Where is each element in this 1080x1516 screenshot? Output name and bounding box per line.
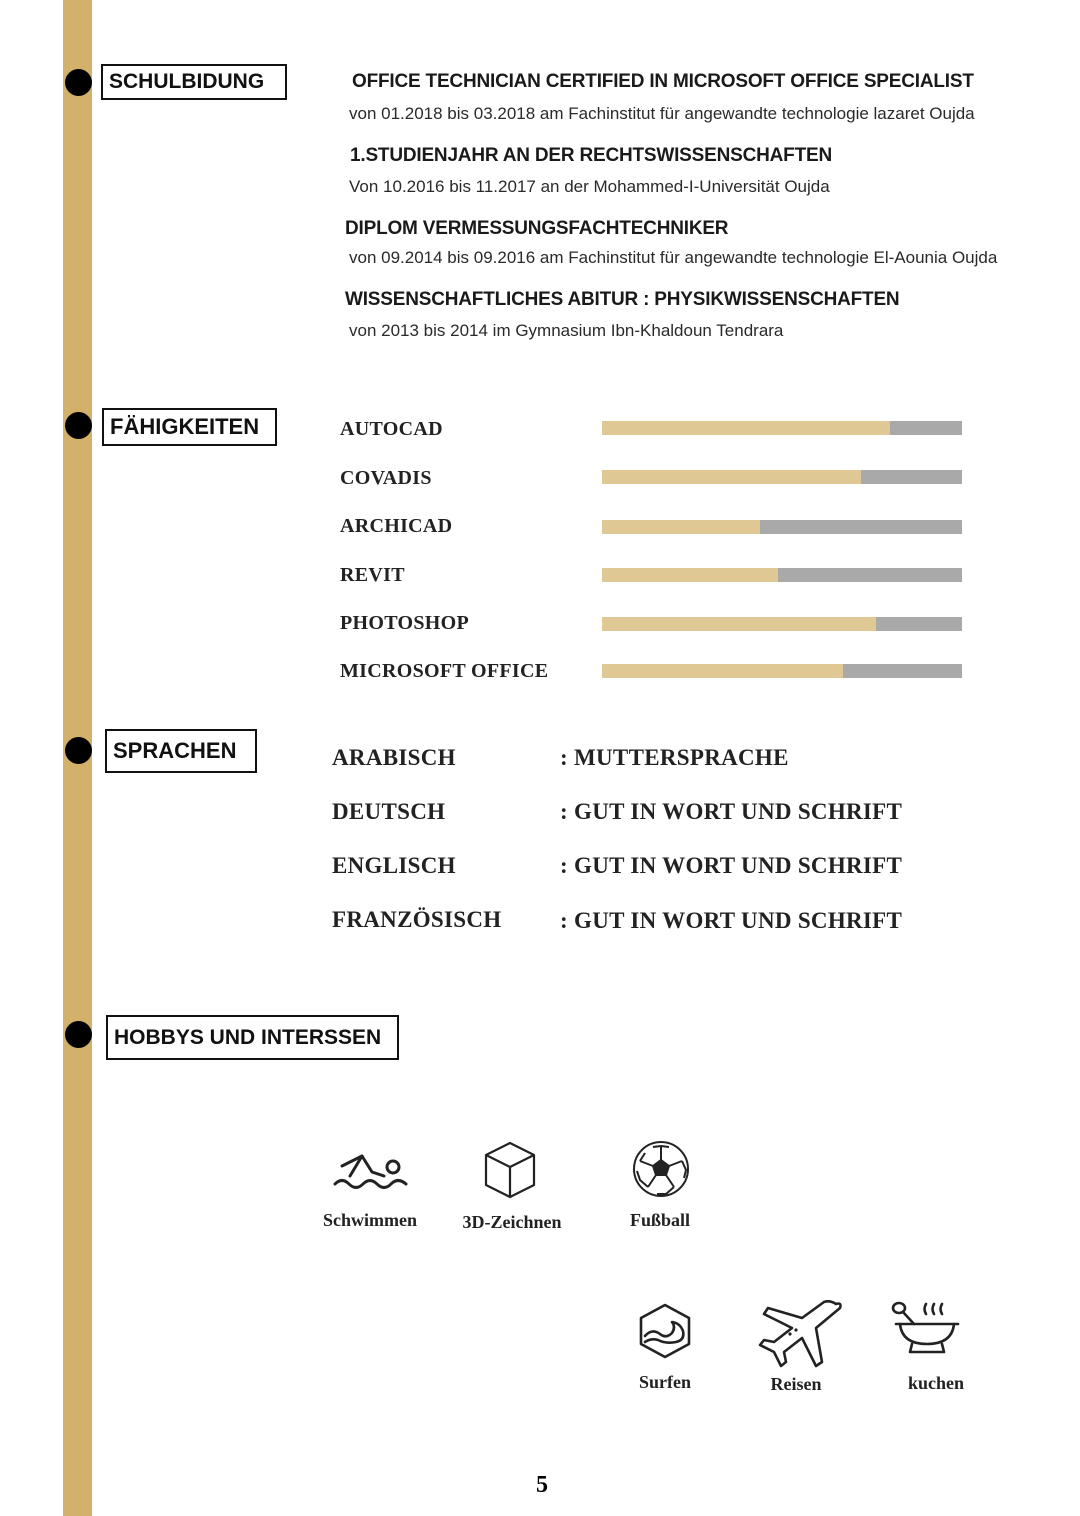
skill-label-photoshop: PHOTOSHOP xyxy=(340,612,470,634)
section-heading-languages: SPRACHEN xyxy=(105,729,257,773)
education-title: DIPLOM VERMESSUNGSFACHTECHNIKER xyxy=(345,218,729,239)
language-name: FRANZÖSISCH xyxy=(332,907,502,932)
language-name: DEUTSCH xyxy=(332,799,446,824)
section-heading-hobbies: HOBBYS UND INTERSSEN xyxy=(106,1015,399,1060)
skill-bar-photoshop xyxy=(602,617,962,631)
hobby-label: Reisen xyxy=(770,1374,822,1394)
skill-label-covadis: COVADIS xyxy=(340,467,432,489)
skill-bar-fill xyxy=(602,421,890,435)
skill-bar-archicad xyxy=(602,520,962,534)
skill-label-revit: REVIT xyxy=(340,564,405,586)
skill-bar-fill xyxy=(602,470,861,484)
skill-bar-fill xyxy=(602,520,760,534)
education-title: OFFICE TECHNICIAN CERTIFIED IN MICROSOFT OFFICE SPECIALIST xyxy=(352,71,974,92)
swimming-icon xyxy=(332,1146,410,1194)
skill-bar-autocad xyxy=(602,421,962,435)
skill-bar-fill xyxy=(602,617,876,631)
skill-label-microsoft-office: MICROSOFT OFFICE xyxy=(340,660,549,682)
section-bullet-skills xyxy=(65,412,92,439)
section-heading-skills: FÄHIGKEITEN xyxy=(102,408,277,446)
hobby-label: Surfen xyxy=(638,1372,691,1392)
section-bullet-languages xyxy=(65,737,92,764)
language-level: : GUT IN WORT UND SCHRIFT xyxy=(560,799,903,824)
section-bullet-hobbies xyxy=(65,1021,92,1048)
football-icon xyxy=(632,1140,690,1198)
skill-bar-revit xyxy=(602,568,962,582)
section-heading-education: SCHULBIDUNG xyxy=(101,64,287,100)
section-bullet-education xyxy=(65,69,92,96)
skill-bar-fill xyxy=(602,568,778,582)
cube-icon xyxy=(482,1140,538,1200)
hobby-label: 3D-Zeichnen xyxy=(462,1212,562,1232)
language-level: : GUT IN WORT UND SCHRIFT xyxy=(560,908,903,933)
language-name: ENGLISCH xyxy=(332,853,456,878)
skill-bar-microsoft-office xyxy=(602,664,962,678)
education-title: 1.STUDIENJAHR AN DER RECHTSWISSENSCHAFTEN xyxy=(350,145,832,166)
education-detail: von 2013 bis 2014 im Gymnasium Ibn-Khaldoun Tendrara xyxy=(349,321,784,340)
skill-label-archicad: ARCHICAD xyxy=(340,515,453,537)
wave-icon xyxy=(636,1302,694,1360)
skill-label-autocad: AUTOCAD xyxy=(340,418,443,440)
hobby-label: Schwimmen xyxy=(323,1210,417,1230)
language-name: ARABISCH xyxy=(332,745,456,770)
education-detail: Von 10.2016 bis 11.2017 an der Mohammed-I-Universität Oujda xyxy=(349,177,830,196)
education-detail: von 01.2018 bis 03.2018 am Fachinstitut für angewandte technologie lazaret Oujda xyxy=(349,104,975,123)
hobby-label: kuchen xyxy=(907,1373,965,1393)
page-number: 5 xyxy=(536,1472,548,1498)
language-level: : GUT IN WORT UND SCHRIFT xyxy=(560,853,903,878)
skill-bar-covadis xyxy=(602,470,962,484)
airplane-icon xyxy=(756,1298,844,1370)
education-detail: von 09.2014 bis 09.2016 am Fachinstitut für angewandte technologie El-Aounia Oujda xyxy=(349,248,998,267)
cooking-pot-icon xyxy=(890,1300,962,1360)
hobby-label: Fußball xyxy=(629,1210,691,1230)
skill-bar-fill xyxy=(602,664,843,678)
education-title: WISSENSCHAFTLICHES ABITUR : PHYSIKWISSENSCHAFTEN xyxy=(345,289,900,310)
language-level: : MUTTERSPRACHE xyxy=(560,745,789,770)
